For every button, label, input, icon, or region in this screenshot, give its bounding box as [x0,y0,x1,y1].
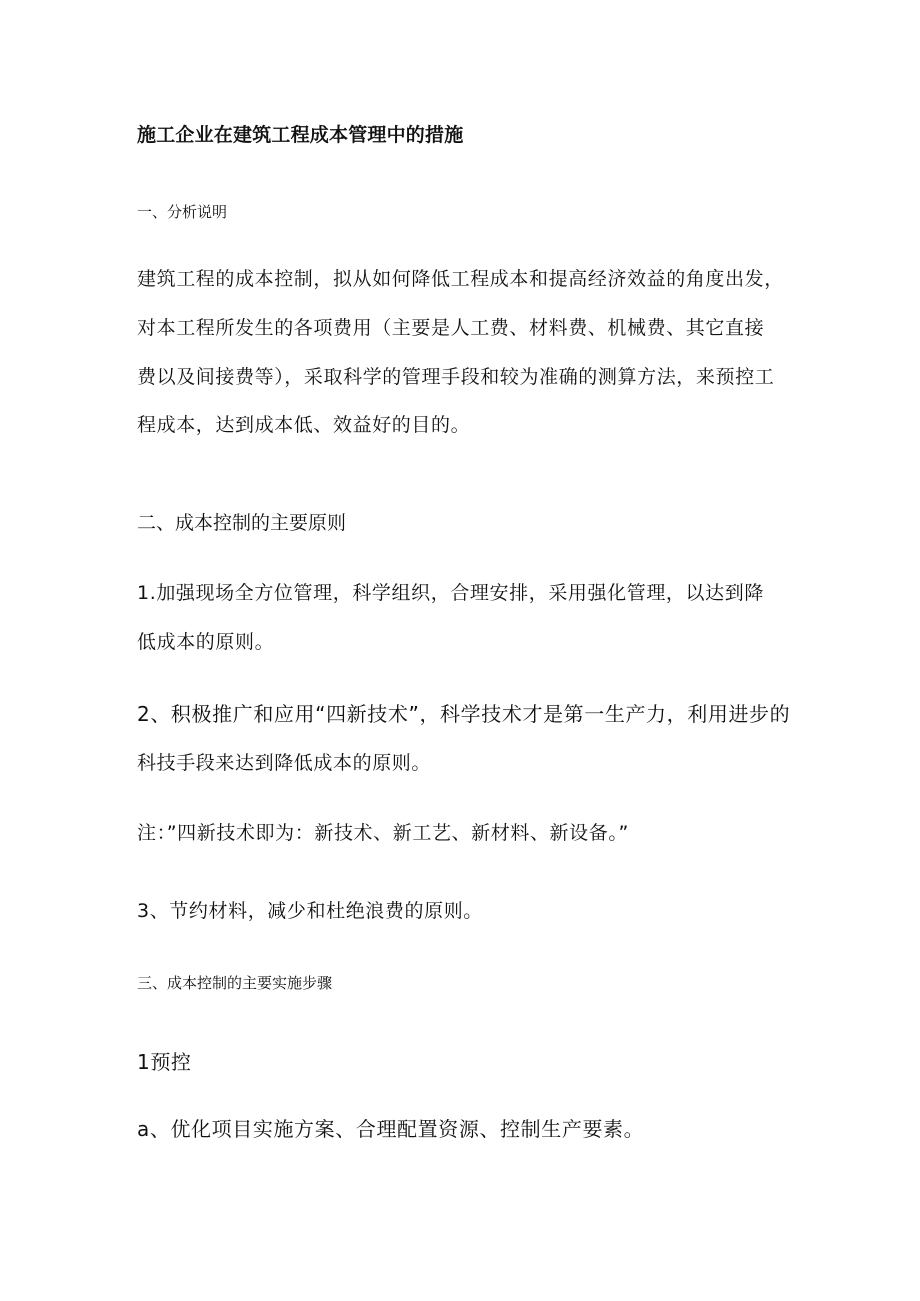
step-1-item-a: a、优化项目实施方案、合理配置资源、控制生产要素。 [137,1117,645,1141]
principle-item-1-line: 低成本的原则。 [137,631,275,653]
principle-item-3: 3、节约材料，减少和杜绝浪费的原则。 [137,900,483,922]
paragraph-line: 程成本，达到成本低、效益好的目的。 [137,414,471,436]
paragraph-line: 建筑工程的成本控制，拟从如何降低工程成本和提高经济效益的角度出发， [137,268,784,290]
principle-item-1-line: 1.加强现场全方位管理，科学组织，合理安排，采用强化管理，以达到降 [137,582,764,604]
section-heading-analysis: 一、分析说明 [137,203,228,221]
section-heading-principles: 二、成本控制的主要原则 [137,512,347,534]
four-new-tech-note: 注：”四新技术即为：新技术、新工艺、新材料、新设备。” [137,822,629,844]
step-1-heading: 1预控 [137,1050,192,1074]
paragraph-line: 对本工程所发生的各项费用（主要是人工费、材料费、机械费、其它直接 [137,317,765,339]
document-title: 施工企业在建筑工程成本管理中的措施 [137,124,464,146]
principle-item-2-line: 科技手段来达到降低成本的原则。 [137,752,432,774]
principle-item-2-line: 2、积极推广和应用“四新技术”，科学技术才是第一生产力，利用进步的 [137,702,791,726]
paragraph-line: 费以及间接费等），采取科学的管理手段和较为准确的测算方法，来预控工 [137,366,775,388]
section-heading-steps: 三、成本控制的主要实施步骤 [137,974,333,992]
